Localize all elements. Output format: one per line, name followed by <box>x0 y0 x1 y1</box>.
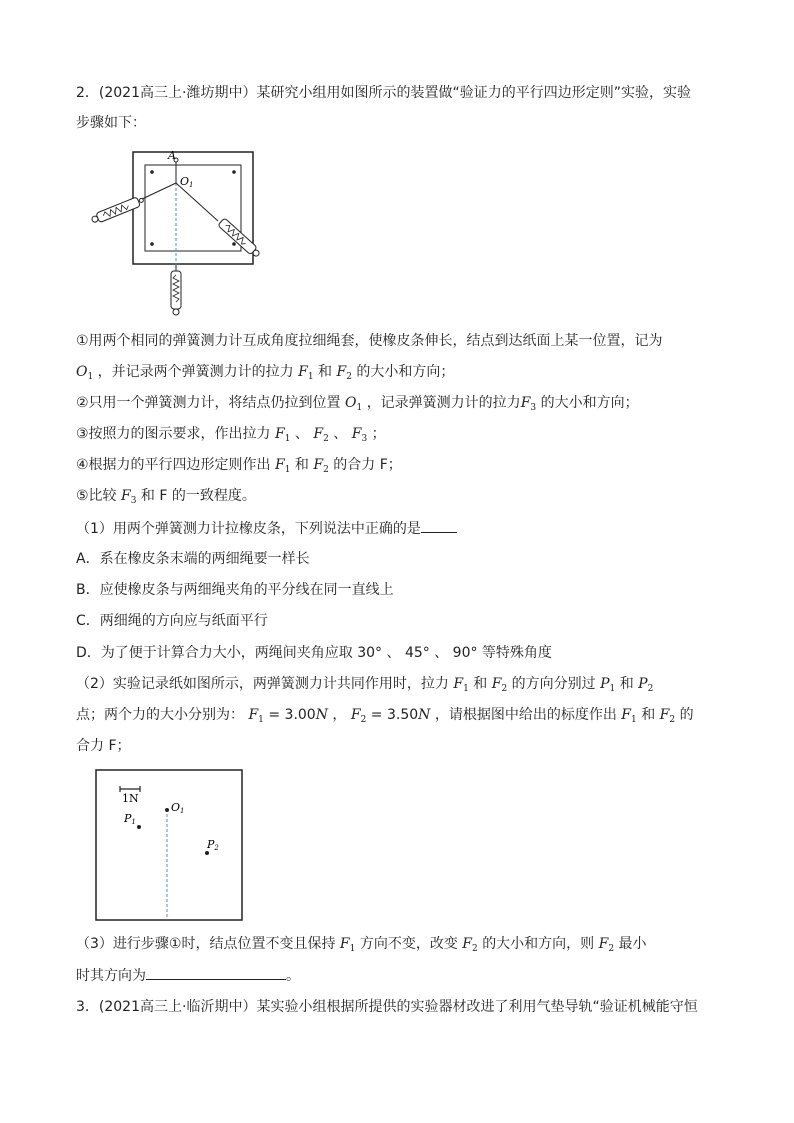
q2-line1: 2．(2021高三上·潍坊期中）某研究小组用如图所示的装置做“验证力的平行四边形定则”实验，实验 <box>76 85 691 101</box>
label-p2: P <box>207 838 215 851</box>
option-c: C．两细绳的方向应与纸面平行 <box>76 613 268 629</box>
record-paper-figure <box>95 769 245 923</box>
step1-line-b: $O_1$ ，并记录两个弹簧测力计的拉力 $F_1$ 和 $F_2$ 的大小和方向； <box>76 364 455 382</box>
q2-line2: 步骤如下： <box>76 115 146 131</box>
label-a: A <box>168 149 176 162</box>
label-p1: P <box>124 812 132 825</box>
step1-line-a: ①用两个相同的弹簧测力计互成角度拉细绳套，使橡皮条伸长，结点到达纸面上某一位置，记为 <box>76 333 663 349</box>
sub3-line2: 时其方向为 。 <box>76 965 300 986</box>
option-d: D．为了便于计算合力大小，两绳间夹角应取 30° 、 45° 、 90° 等特殊角度 <box>76 645 552 661</box>
q3-line1: 3．(2021高三上·临沂期中）某实验小组根据所提供的实验器材改进了利用气垫导轨“验证机械能守恒 <box>76 999 698 1015</box>
sub2-line1: （2）实验记录纸如图所示，两弹簧测力计共同作用时，拉力 $F_1$ 和 $F_2$ 的方向分别过 $P_1$ 和 $P_2$ <box>76 676 654 694</box>
option-b: B．应使橡皮条与两细绳夹角的平分线在同一直线上 <box>76 582 394 598</box>
label-o1-sub: 1 <box>189 181 194 189</box>
label-o1: O <box>171 801 181 814</box>
step2-line: ②只用一个弹簧测力计，将结点仍拉到位置 $O_1$ ，记录弹簧测力计的拉力$F_3$ 的大小和方向； <box>76 395 639 413</box>
sub2-line3: 合力 F； <box>76 738 131 754</box>
sub3-answer-blank[interactable] <box>146 965 286 980</box>
step4-line: ④根据力的平行四边形定则作出 $F_1$ 和 $F_2$ 的合力 F； <box>76 457 402 475</box>
label-o1: O <box>180 175 190 188</box>
sub1-answer-blank[interactable] <box>421 518 457 533</box>
sub1-question: （1）用两个弹簧测力计拉橡皮条，下列说法中正确的是 <box>76 518 457 539</box>
step3-line: ③按照力的图示要求，作出拉力 $F_1$ 、 $F_2$ 、 $F_3$ ； <box>76 426 386 444</box>
sub3-line1: （3）进行步骤①时，结点位置不变且保持 $F_1$ 方向不变，改变 $F_2$ 的大小和方向，则 $F_2$ 最小 <box>76 936 647 954</box>
step5-line: ⑤比较 $F_3$ 和 F 的一致程度。 <box>76 488 256 506</box>
sub2-line2: 点；两个力的大小分别为： $F_1 = 3.00N$ ， $F_2 = 3.50N$ ，请根据图中给出的标度作出 $F_1$ 和 $F_2$ 的 <box>76 707 694 725</box>
scale-label: 1N <box>122 792 139 805</box>
apparatus-figure <box>90 145 270 320</box>
svg-text:P2: P2 <box>207 838 219 852</box>
svg-text:P1: P1 <box>124 812 136 826</box>
option-a: A．系在橡皮条末端的两细绳要一样长 <box>76 551 310 567</box>
svg-text:O1: O1 <box>171 801 185 815</box>
